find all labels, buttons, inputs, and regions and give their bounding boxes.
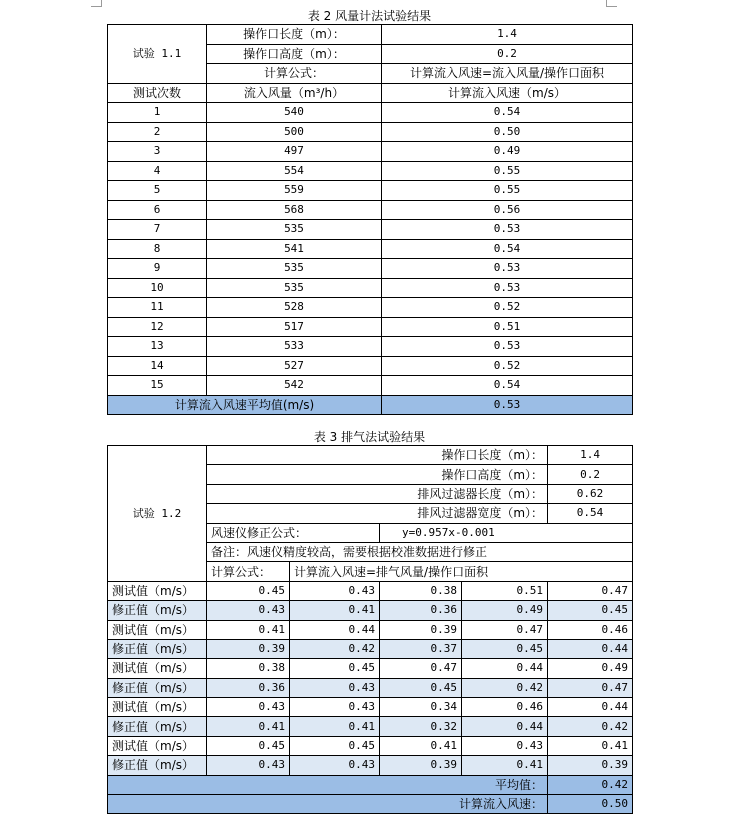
col-header: 测试次数	[108, 83, 207, 103]
filter-length-label: 排风过滤器长度（m）：	[207, 484, 548, 503]
inflow-speed: 0.55	[382, 161, 633, 181]
measurement-value: 0.47	[548, 678, 633, 697]
trial-number: 5	[108, 181, 207, 201]
length-label: 操作口长度（m）：	[207, 25, 382, 45]
measurement-value: 0.38	[207, 659, 290, 678]
measurement-value: 0.44	[290, 620, 380, 639]
row-label: 测试值（m/s）	[108, 659, 207, 678]
inflow-volume: 541	[207, 239, 382, 259]
measurement-value: 0.44	[548, 639, 633, 658]
trial-number: 1	[108, 103, 207, 123]
table-row	[108, 376, 633, 396]
measurement-value: 0.37	[380, 639, 462, 658]
measurement-value: 0.47	[380, 659, 462, 678]
average-row	[108, 395, 633, 415]
inflow-speed: 0.54	[382, 376, 633, 396]
avg-value: 0.53	[382, 395, 633, 415]
table-row	[108, 639, 633, 658]
formula-label: 计算公式：	[207, 64, 382, 84]
inflow-speed: 0.53	[382, 278, 633, 298]
measurement-value: 0.42	[548, 717, 633, 736]
table-row	[108, 717, 633, 736]
table-row	[108, 239, 633, 259]
measurement-value: 0.41	[207, 717, 290, 736]
trial-number: 4	[108, 161, 207, 181]
inflow-volume: 527	[207, 356, 382, 376]
table-row	[108, 756, 633, 775]
row-label: 测试值（m/s）	[108, 698, 207, 717]
avg-value: 0.42	[548, 775, 633, 794]
table2-airflow-meter-results	[107, 24, 633, 415]
row-label: 修正值（m/s）	[108, 678, 207, 697]
measurement-value: 0.49	[548, 659, 633, 678]
table-row	[108, 678, 633, 697]
formula-value: 计算流入风速=排气风量/操作口面积	[290, 562, 633, 581]
measurement-value: 0.41	[462, 756, 548, 775]
trial-number: 2	[108, 122, 207, 142]
measurement-value: 0.43	[290, 756, 380, 775]
page-corner-mark-right	[606, 0, 617, 7]
table-row	[108, 659, 633, 678]
measurement-value: 0.46	[548, 620, 633, 639]
measurement-value: 0.42	[462, 678, 548, 697]
table-row	[108, 337, 633, 357]
speed-value: 0.50	[548, 795, 633, 814]
row-label: 修正值（m/s）	[108, 717, 207, 736]
measurement-value: 0.43	[207, 698, 290, 717]
avg-label: 平均值：	[108, 775, 548, 794]
inflow-volume: 497	[207, 142, 382, 162]
row-label: 测试值（m/s）	[108, 736, 207, 755]
table-row	[108, 200, 633, 220]
measurement-value: 0.39	[548, 756, 633, 775]
inflow-volume: 535	[207, 220, 382, 240]
measurement-value: 0.36	[207, 678, 290, 697]
measurement-value: 0.43	[290, 581, 380, 600]
table-row	[108, 181, 633, 201]
trial-number: 14	[108, 356, 207, 376]
trial-number: 11	[108, 298, 207, 318]
measurement-value: 0.39	[380, 756, 462, 775]
height-label: 操作口高度（m）：	[207, 465, 548, 484]
measurement-value: 0.45	[290, 736, 380, 755]
trial-number: 15	[108, 376, 207, 396]
table-row	[108, 103, 633, 123]
measurement-value: 0.43	[207, 756, 290, 775]
measurement-value: 0.44	[462, 659, 548, 678]
inflow-volume: 528	[207, 298, 382, 318]
formula-label: 计算公式：	[207, 562, 290, 581]
length-label: 操作口长度（m）：	[207, 446, 548, 465]
row-label: 测试值（m/s）	[108, 581, 207, 600]
inflow-volume: 535	[207, 259, 382, 279]
inflow-volume: 540	[207, 103, 382, 123]
table3-caption: 表 3 排气法试验结果	[313, 430, 426, 444]
trial-number: 13	[108, 337, 207, 357]
table-row	[108, 601, 633, 620]
avg-label: 计算流入风速平均值(m/s)	[108, 395, 382, 415]
table-row	[108, 220, 633, 240]
measurement-value: 0.45	[548, 601, 633, 620]
measurement-value: 0.44	[548, 698, 633, 717]
height-label: 操作口高度（m）：	[207, 44, 382, 64]
length-value: 1.4	[548, 446, 633, 465]
measurement-value: 0.44	[462, 717, 548, 736]
inflow-speed: 0.51	[382, 317, 633, 337]
speed-label: 计算流入风速：	[108, 795, 548, 814]
inflow-speed: 0.52	[382, 298, 633, 318]
table2-caption: 表 2 风量计法试验结果	[307, 9, 432, 23]
trial-number: 6	[108, 200, 207, 220]
table-row	[108, 142, 633, 162]
measurement-value: 0.38	[380, 581, 462, 600]
measurement-value: 0.42	[290, 639, 380, 658]
inflow-speed: 0.56	[382, 200, 633, 220]
filter-width-value: 0.54	[548, 504, 633, 523]
measurement-value: 0.46	[462, 698, 548, 717]
trial-number: 7	[108, 220, 207, 240]
col-header: 流入风量（m³/h）	[207, 83, 382, 103]
table-row	[108, 278, 633, 298]
measurement-value: 0.45	[462, 639, 548, 658]
row-label: 修正值（m/s）	[108, 601, 207, 620]
row-label: 修正值（m/s）	[108, 756, 207, 775]
measurement-value: 0.34	[380, 698, 462, 717]
inflow-volume: 517	[207, 317, 382, 337]
col-header: 计算流入风速（m/s）	[382, 83, 633, 103]
filter-length-value: 0.62	[548, 484, 633, 503]
trial-number: 12	[108, 317, 207, 337]
speed-row	[108, 795, 633, 814]
measurement-value: 0.47	[548, 581, 633, 600]
formula-value: 计算流入风速=流入风量/操作口面积	[382, 64, 633, 84]
trial-number: 8	[108, 239, 207, 259]
inflow-volume: 500	[207, 122, 382, 142]
inflow-speed: 0.49	[382, 142, 633, 162]
inflow-speed: 0.54	[382, 103, 633, 123]
correction-label: 风速仪修正公式：	[207, 523, 380, 542]
table-row	[108, 698, 633, 717]
measurement-value: 0.39	[380, 620, 462, 639]
measurement-value: 0.43	[290, 698, 380, 717]
column-header-row	[108, 83, 633, 103]
table3-exhaust-method-results	[107, 445, 633, 814]
measurement-value: 0.51	[462, 581, 548, 600]
table-row	[108, 298, 633, 318]
trial-number: 3	[108, 142, 207, 162]
measurement-value: 0.41	[548, 736, 633, 755]
inflow-volume: 568	[207, 200, 382, 220]
height-value: 0.2	[548, 465, 633, 484]
measurement-value: 0.45	[380, 678, 462, 697]
test-id-cell: 试验 1.2	[108, 446, 207, 582]
measurement-value: 0.41	[207, 620, 290, 639]
inflow-volume: 554	[207, 161, 382, 181]
inflow-volume: 542	[207, 376, 382, 396]
inflow-speed: 0.54	[382, 239, 633, 259]
inflow-speed: 0.53	[382, 220, 633, 240]
table-row	[108, 736, 633, 755]
height-value: 0.2	[382, 44, 633, 64]
inflow-volume: 559	[207, 181, 382, 201]
inflow-speed: 0.53	[382, 337, 633, 357]
row-label: 修正值（m/s）	[108, 639, 207, 658]
inflow-volume: 535	[207, 278, 382, 298]
length-value: 1.4	[382, 25, 633, 45]
table-row	[108, 581, 633, 600]
inflow-speed: 0.52	[382, 356, 633, 376]
inflow-speed: 0.50	[382, 122, 633, 142]
measurement-value: 0.32	[380, 717, 462, 736]
measurement-value: 0.43	[207, 601, 290, 620]
page-corner-mark-left	[91, 0, 102, 7]
table-row	[108, 122, 633, 142]
inflow-speed: 0.55	[382, 181, 633, 201]
table-row	[108, 259, 633, 279]
trial-number: 9	[108, 259, 207, 279]
trial-number: 10	[108, 278, 207, 298]
measurement-value: 0.39	[207, 639, 290, 658]
measurement-value: 0.41	[290, 601, 380, 620]
measurement-value: 0.36	[380, 601, 462, 620]
measurement-value: 0.45	[207, 581, 290, 600]
filter-width-label: 排风过滤器宽度（m）：	[207, 504, 548, 523]
measurement-value: 0.47	[462, 620, 548, 639]
inflow-speed: 0.53	[382, 259, 633, 279]
average-row	[108, 775, 633, 794]
table-row	[108, 161, 633, 181]
measurement-value: 0.43	[462, 736, 548, 755]
measurement-value: 0.49	[462, 601, 548, 620]
note-text: 备注：风速仪精度较高，需要根据校准数据进行修正	[207, 542, 633, 561]
table-row	[108, 356, 633, 376]
measurement-value: 0.45	[207, 736, 290, 755]
row-label: 测试值（m/s）	[108, 620, 207, 639]
correction-formula: y=0.957x-0.001	[380, 523, 633, 542]
measurement-value: 0.41	[380, 736, 462, 755]
measurement-value: 0.41	[290, 717, 380, 736]
table-row	[108, 317, 633, 337]
table-row	[108, 620, 633, 639]
test-id-cell: 试验 1.1	[108, 25, 207, 84]
measurement-value: 0.43	[290, 678, 380, 697]
inflow-volume: 533	[207, 337, 382, 357]
measurement-value: 0.45	[290, 659, 380, 678]
